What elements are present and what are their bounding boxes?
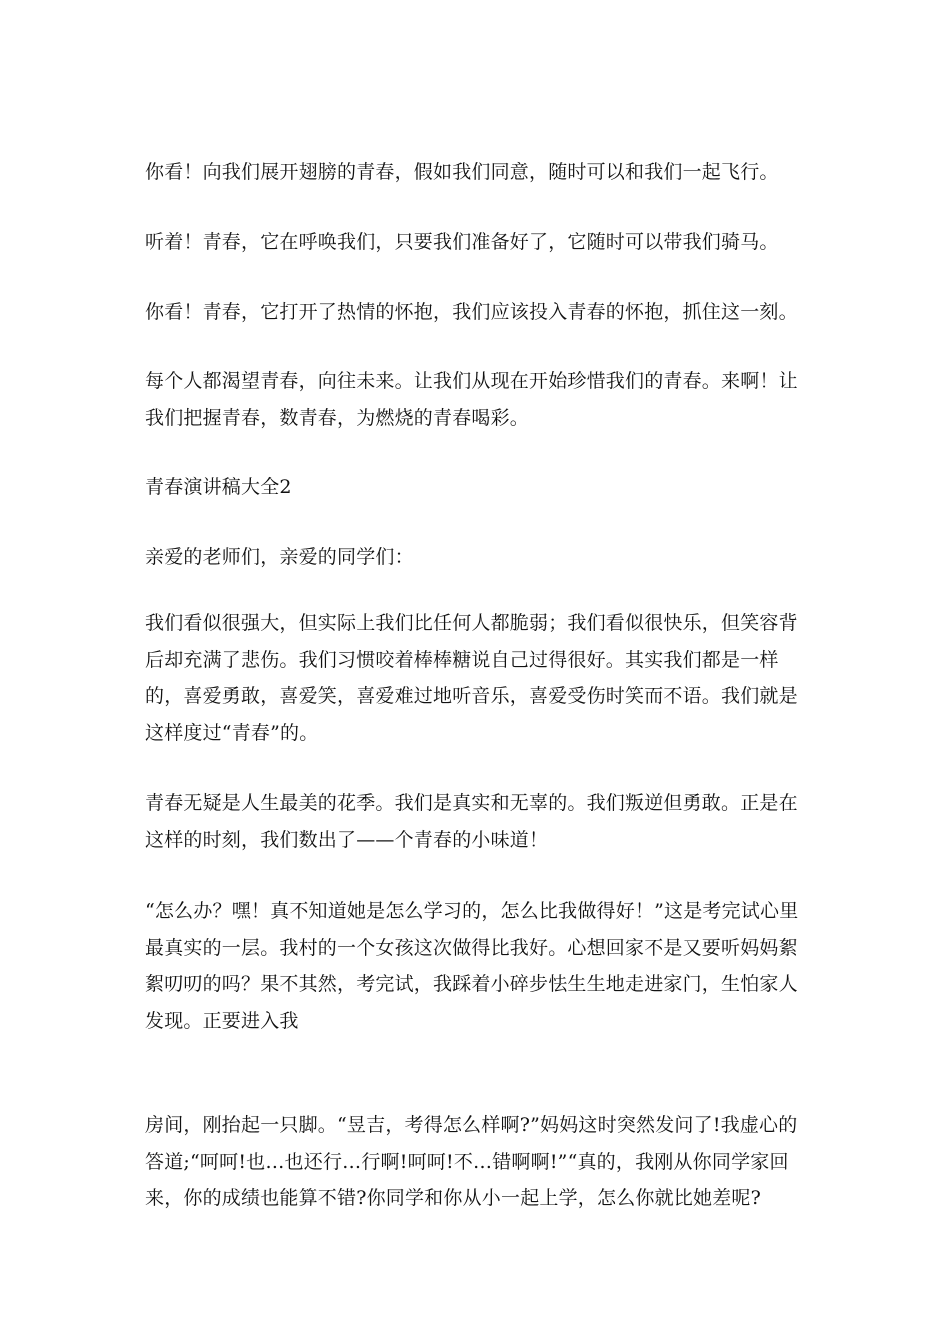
paragraph-8: 房间，刚抬起一只脚。“昱吉，考得怎么样啊?”妈妈这时突然发问了!我虚心的答道;“呵呵!也…也还行…行啊!呵呵!不…错啊啊!”“真的，我刚从你同学家回来，你的成绩也能算不错?你同学和你从小一起上学，怎么你就比她差呢?	[145, 1114, 798, 1209]
paragraph-1: 你看！向我们展开翅膀的青春，假如我们同意，随时可以和我们一起飞行。	[145, 161, 779, 183]
paragraph-5: 我们看似很强大，但实际上我们比任何人都脆弱；我们看似很快乐，但笑容背后却充满了悲伤。我们习惯咬着棒棒糖说自己过得很好。其实我们都是一样的，喜爱勇敢，喜爱笑，喜爱难过地听音乐，喜爱受伤时笑而不语。我们就是这样度过“青春”的。	[145, 612, 798, 744]
section-heading: 青春演讲稿大全2	[145, 476, 292, 498]
paragraph-2: 听着！青春，它在呼唤我们，只要我们准备好了，它随时可以带我们骑马。	[145, 231, 779, 253]
salutation: 亲爱的老师们，亲爱的同学们：	[145, 546, 414, 568]
paragraph-3: 你看！青春，它打开了热情的怀抱，我们应该投入青春的怀抱，抓住这一刻。	[145, 301, 798, 323]
paragraph-4: 每个人都渴望青春，向往未来。让我们从现在开始珍惜我们的青春。来啊！让我们把握青春，数青春，为燃烧的青春喝彩。	[145, 370, 798, 429]
paragraph-6: 青春无疑是人生最美的花季。我们是真实和无辜的。我们叛逆但勇敢。正是在这样的时刻，我们数出了——个青春的小味道！	[145, 792, 798, 851]
paragraph-7: “怎么办？嘿！真不知道她是怎么学习的，怎么比我做得好！”这是考完试心里最真实的一层。我村的一个女孩这次做得比我好。心想回家不是又要听妈妈絮絮叨叨的吗？果不其然，考完试，我踩着小碎步怯生生地走进家门，生怕家人发现。正要进入我	[145, 900, 799, 1032]
